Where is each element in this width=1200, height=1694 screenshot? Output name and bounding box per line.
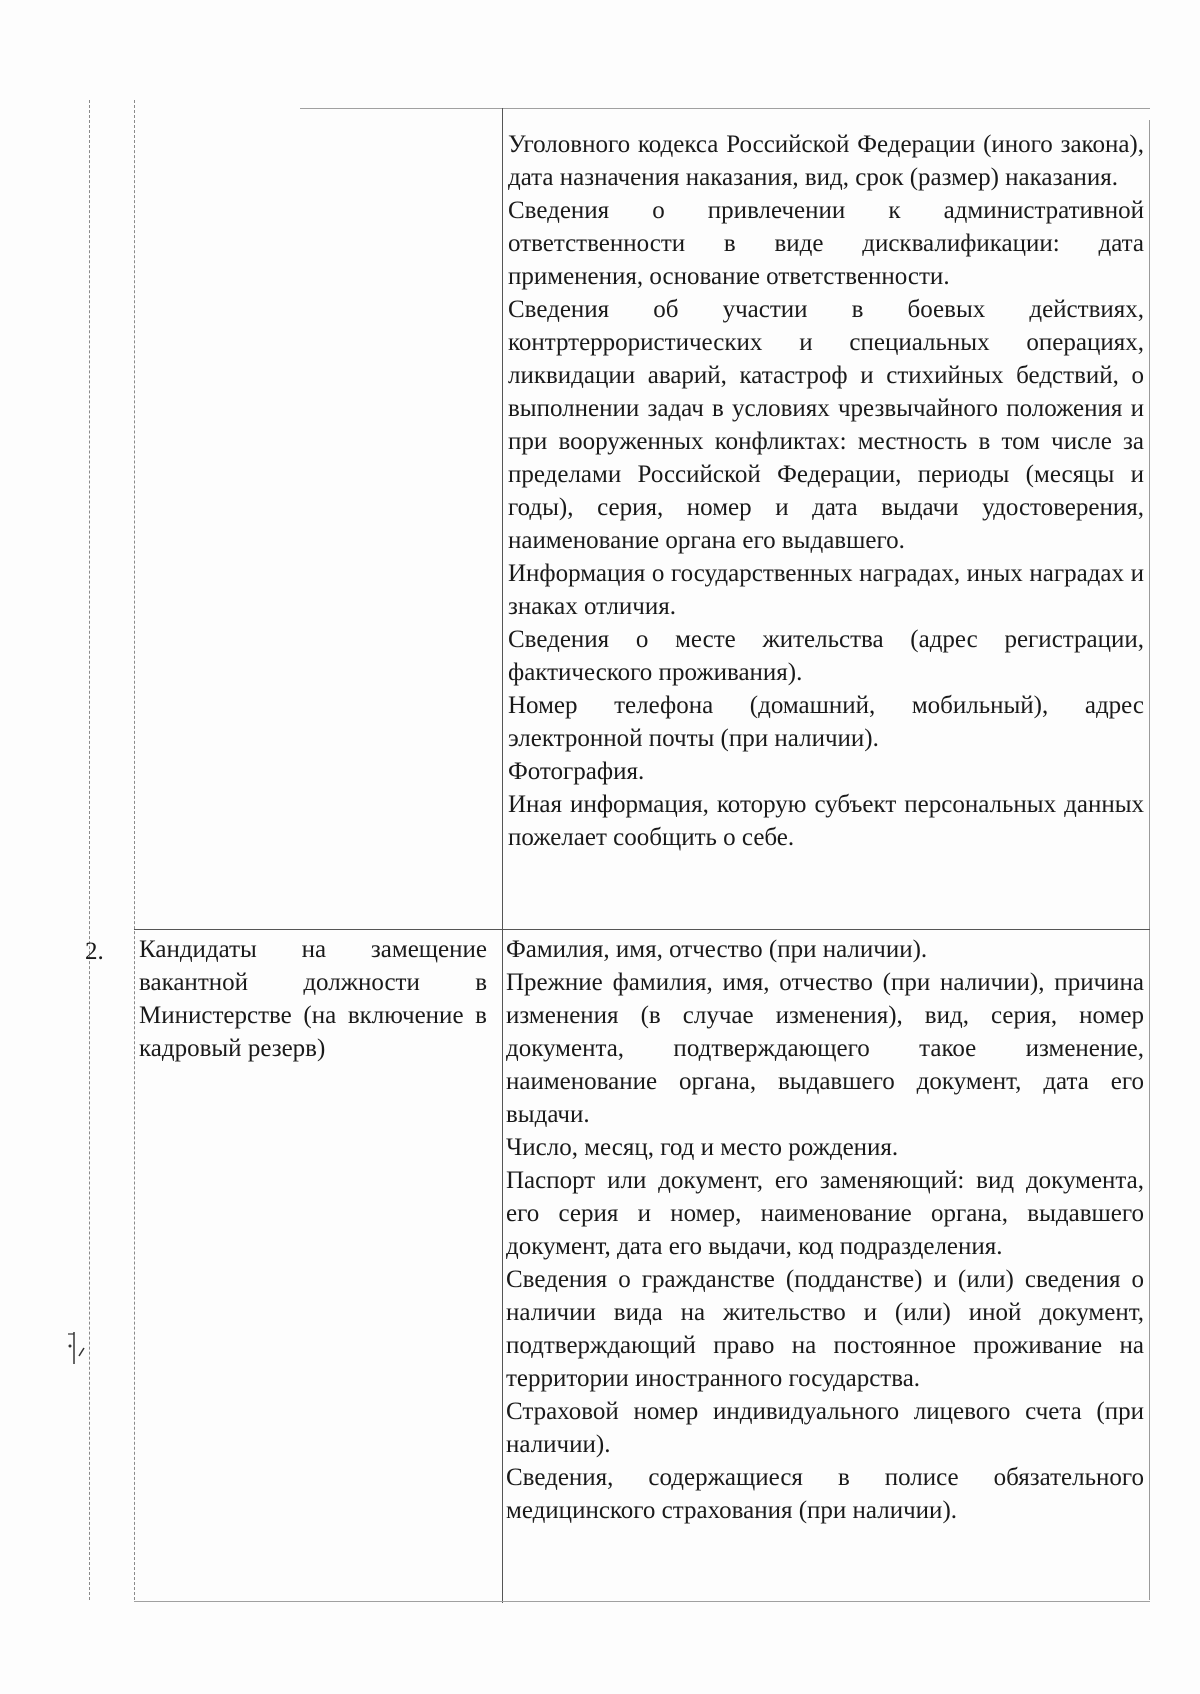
row2-paragraph: Паспорт или документ, его заменяющий: вид документа, его серия и номер, наименование органа, выдавшего документ, дата его выдачи, код подразделения. [506,1167,1144,1260]
row2-paragraph: Сведения о гражданстве (подданстве) и (или) сведения о наличии вида на жительство и (или) иной документ, подтверждающий право на постоянное проживание на территории иностранного государства. [506,1266,1144,1392]
left-margin-line [89,100,90,1600]
row1-paragraph: Сведения о месте жительства (адрес регистрации, фактического проживания). [508,626,1144,686]
scan-mark-icon [64,1328,94,1368]
row1-paragraph: Уголовного кодекса Российской Федерации (иного закона), дата назначения наказания, вид, срок (размер) наказания. [508,131,1144,191]
row1-details-cell [508,128,1144,854]
row1-paragraph: Информация о государственных наградах, иных наградах и знаках отличия. [508,560,1144,620]
row2-paragraph: Прежние фамилия, имя, отчество (при наличии), причина изменения (в случае изменения), вид, серия, номер документа, подтверждающего такое изменение, наименование органа, выдавшего документ, дата его выдачи. [506,969,1144,1128]
row1-paragraph: Фотография. [508,758,645,785]
row1-paragraph: Сведения об участии в боевых действиях, контртеррористических и специальных операциях, ликвидации аварий, катастроф и стихийных бедствий, о выполнении задач в условиях чрезвычайного положения и при вооруженных конфликтах: местность в том числе за пределами Российской Федерации, периоды (месяцы и годы), серия, номер и дата выдачи удостоверения, наименование органа его выдавшего. [508,296,1144,554]
row2-category: Кандидаты на замещение вакантной должности в Министерстве (на включение в кадровый резерв) [139,936,487,1062]
row1-paragraph: Номер телефона (домашний, мобильный), адрес электронной почты (при наличии). [508,692,1144,752]
row1-paragraph: Сведения о привлечении к административной ответственности в виде дисквалификации: дата применения, основание ответственности. [508,197,1144,290]
row2-paragraph: Сведения, содержащиеся в полисе обязательного медицинского страхования (при наличии). [506,1464,1144,1524]
table-bottom-border [134,1601,1150,1602]
row2-details-cell [506,933,1144,1527]
category-column-border [502,108,503,1603]
row2-paragraph: Страховой номер индивидуального лицевого счета (при наличии). [506,1398,1144,1458]
row2-number: 2. [85,938,104,965]
table-top-border [300,108,1150,109]
table-right-border [1149,120,1150,1600]
row-separator [134,929,1150,930]
number-column-border [134,100,135,1600]
row1-paragraph: Иная информация, которую субъект персональных данных пожелает сообщить о себе. [508,791,1144,851]
row2-paragraph: Число, месяц, год и место рождения. [506,1134,899,1161]
row2-paragraph: Фамилия, имя, отчество (при наличии). [506,936,928,963]
